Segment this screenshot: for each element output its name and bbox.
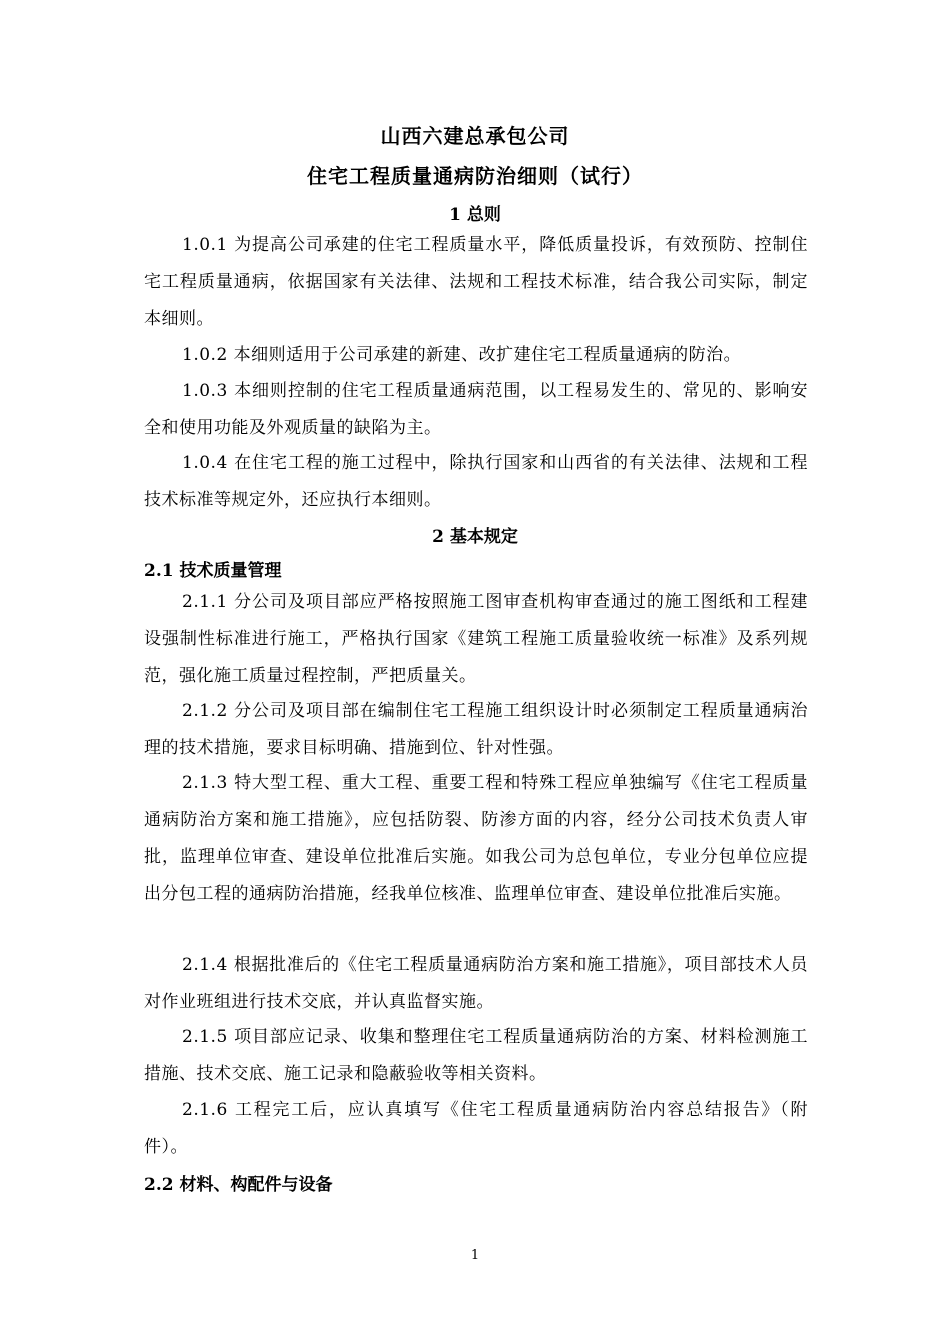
paragraph-2-1-2: 2.1.2 分公司及项目部在编制住宅工程施工组织设计时必须制定工程质量通病治理的技术措施，要求目标明确、措施到位、针对性强。	[144, 701, 808, 758]
paragraph-2-1-5: 2.1.5 项目部应记录、收集和整理住宅工程质量通病防治的方案、材料检测施工措施、技术交底、施工记录和隐蔽验收等相关资料。	[144, 1027, 808, 1084]
section-2-2-heading: 2.2 材料、构配件与设备	[144, 1175, 333, 1195]
paragraph-1-0-2: 1.0.2 本细则适用于公司承建的新建、改扩建住宅工程质量通病的防治。	[182, 345, 742, 365]
document-title-company: 山西六建总承包公司	[380, 124, 570, 148]
section-2-1-heading: 2.1 技术质量管理	[144, 561, 282, 581]
chapter-1-heading: 1 总则	[449, 205, 501, 225]
page-number: 1	[470, 1248, 480, 1263]
paragraph-2-1-1: 2.1.1 分公司及项目部应严格按照施工图审查机构审查通过的施工图纸和工程建设强制性标准进行施工，严格执行国家《建筑工程施工质量验收统一标准》及系列规范，强化施工质量过程控制，严把质量关。	[144, 592, 808, 686]
document-title-main: 住宅工程质量通病防治细则（试行）	[307, 164, 643, 188]
paragraph-2-1-3: 2.1.3 特大型工程、重大工程、重要工程和特殊工程应单独编写《住宅工程质量通病防治方案和施工措施》，应包括防裂、防渗方面的内容，经分公司技术负责人审批，监理单位审查、建设单位批准后实施。如我公司为总包单位，专业分包单位应提出分包工程的通病防治措施，经我单位核准、监理单位审查、建设单位批准后实施。	[144, 773, 808, 904]
paragraph-1-0-3: 1.0.3 本细则控制的住宅工程质量通病范围，以工程易发生的、常见的、影响安全和使用功能及外观质量的缺陷为主。	[144, 381, 808, 438]
paragraph-1-0-1: 1.0.1 为提高公司承建的住宅工程质量水平，降低质量投诉，有效预防、控制住宅工程质量通病，依据国家有关法律、法规和工程技术标准，结合我公司实际，制定本细则。	[144, 235, 808, 329]
paragraph-1-0-4: 1.0.4 在住宅工程的施工过程中，除执行国家和山西省的有关法律、法规和工程技术标准等规定外，还应执行本细则。	[144, 453, 808, 510]
paragraph-2-1-6: 2.1.6 工程完工后，应认真填写《住宅工程质量通病防治内容总结报告》（附件）。	[144, 1100, 808, 1157]
chapter-2-heading: 2 基本规定	[432, 527, 518, 547]
paragraph-2-1-4: 2.1.4 根据批准后的《住宅工程质量通病防治方案和施工措施》，项目部技术人员对作业班组进行技术交底，并认真监督实施。	[144, 955, 808, 1012]
